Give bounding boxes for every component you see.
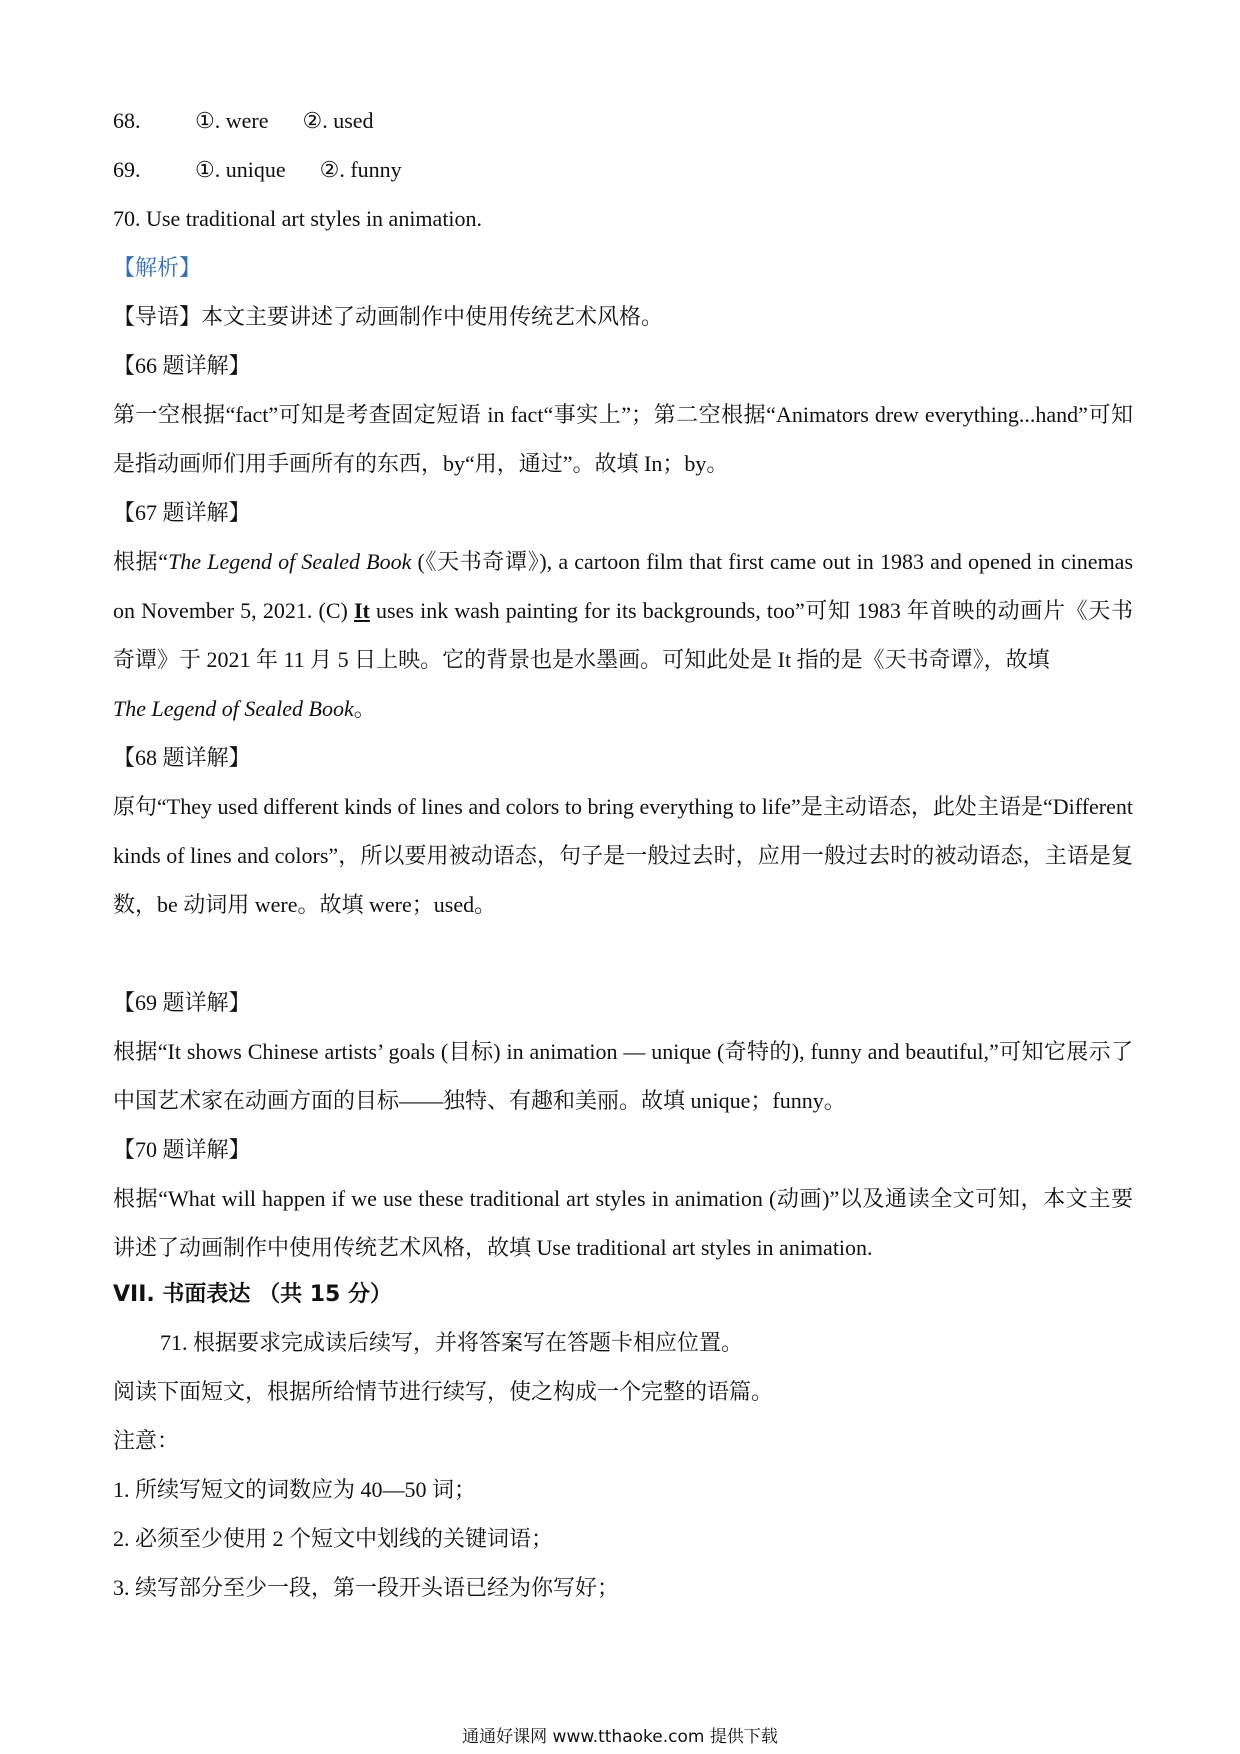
q69-explanation: 根据“It shows Chinese artists’ goals (目标) in animation — unique (奇特的), funny and beautiful,”可知它展示了中国艺术家在动画方面的目标——独特、有趣和美丽。故填 unique；funny。 [113, 1039, 1133, 1113]
analysis-label: 【解析】 [113, 255, 202, 280]
note-label: 注意： [113, 1428, 180, 1453]
q70-heading: 【70 题详解】 [113, 1137, 251, 1162]
answer-option: ①. unique [195, 157, 286, 182]
question-71: 71. 根据要求完成读后续写，并将答案写在答题卡相应位置。 [160, 1330, 744, 1355]
underlined-it: It [354, 598, 370, 623]
answer-number: 68. [113, 108, 141, 133]
spacer [113, 929, 1133, 978]
q68-explanation: 原句“They used different kinds of lines and colors to bring everything to life”是主动语态，此处主语是“Different kinds of lines and colors”，所以要用被动语态，句子是一般过去时，应用一般过去时的被动语态，主语是复数，be 动词用 were。故填 were；used。 [113, 794, 1133, 917]
q67-text-part: (《天书奇谭》), a cartoon film that first came out in 1983 and opened in cinemas on November 5, 2021. (C) [113, 549, 1134, 623]
answer-option: ②. funny [319, 157, 402, 182]
note-item: 2. 必须至少使用 2 个短文中划线的关键词语； [113, 1526, 554, 1551]
q67-explanation [113, 537, 1133, 733]
answer-number: 69. [113, 157, 141, 182]
q67-text-part: 。 [353, 696, 376, 721]
note-item: 3. 续写部分至少一段，第一段开头语已经为你写好； [113, 1575, 620, 1600]
answer-option: ②. used [302, 108, 374, 133]
intro-paragraph: 【导语】本文主要讲述了动画制作中使用传统艺术风格。 [113, 304, 664, 329]
section-heading: VII. 书面表达 （共 15 分） [113, 1282, 393, 1307]
answer-69 [113, 145, 1133, 194]
answer-option: ①. were [195, 108, 269, 133]
q66-heading: 【66 题详解】 [113, 353, 251, 378]
q67-text-part: 根据“ [113, 549, 169, 574]
q68-heading: 【68 题详解】 [113, 745, 251, 770]
answer-68 [113, 96, 1133, 145]
book-title: The Legend of Sealed Book [168, 549, 412, 574]
instruction: 阅读下面短文，根据所给情节进行续写，使之构成一个完整的语篇。 [113, 1379, 774, 1404]
document-page [113, 96, 1133, 1612]
q70-explanation: 根据“What will happen if we use these traditional art styles in animation (动画)”以及通读全文可知，本文主要讲述了动画制作中使用传统艺术风格，故填 Use traditional art styles in animation. [113, 1186, 1133, 1260]
note-item: 1. 所续写短文的词数应为 40—50 词； [113, 1477, 477, 1502]
q66-explanation: 第一空根据“fact”可知是考查固定短语 in fact“事实上”；第二空根据“Animators drew everything...hand”可知是指动画师们用手画所有的东西，by“用，通过”。故填 In；by。 [113, 402, 1133, 476]
q69-heading: 【69 题详解】 [113, 990, 251, 1015]
q67-text-part: uses ink wash painting for its backgrounds, too”可知 1983 年首映的动画片《天书奇谭》于 2021 年 11 月 5 日上映。它的背景也是水墨画。可知此处是 It 指的是《天书奇谭》，故填 [113, 598, 1133, 672]
answer-70: 70. Use traditional art styles in animation. [113, 206, 483, 231]
q67-heading: 【67 题详解】 [113, 500, 251, 525]
page-footer: 通通好课网 www.tthaoke.com 提供下载 [462, 1727, 778, 1747]
book-title: The Legend of Sealed Book [113, 696, 354, 721]
